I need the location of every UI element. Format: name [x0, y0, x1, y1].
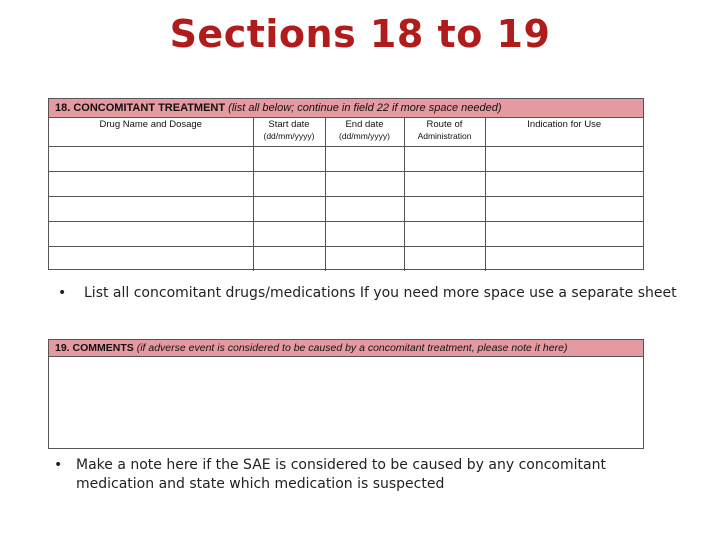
column-header-sub: (dd/mm/yyyy)	[263, 131, 315, 141]
table-cell[interactable]	[404, 147, 485, 172]
column-header-indication	[485, 118, 643, 147]
table-header-row	[49, 118, 643, 147]
table-cell[interactable]	[49, 172, 253, 197]
section-18-name: CONCOMITANT TREATMENT	[73, 102, 226, 114]
table-row	[49, 222, 643, 247]
table-cell[interactable]	[325, 147, 404, 172]
bullet-text: Make a note here if the SAE is considered to be caused by any concomitant medication and state which medication is suspected	[76, 457, 606, 492]
bullet-item-2	[54, 456, 654, 494]
table-cell[interactable]	[485, 247, 643, 272]
column-header-start-date	[253, 118, 325, 147]
table-cell[interactable]	[49, 197, 253, 222]
concomitant-treatment-form	[48, 98, 644, 270]
table-row	[49, 247, 643, 272]
section-18-number: 18.	[55, 102, 71, 114]
table-cell[interactable]	[485, 147, 643, 172]
table-cell[interactable]	[325, 247, 404, 272]
table-cell[interactable]	[325, 222, 404, 247]
column-header-label: Start date	[268, 119, 310, 130]
table-row	[49, 172, 643, 197]
slide-title: Sections 18 to 19	[169, 12, 551, 56]
section-18-note: (list all below; continue in field 22 if more space needed)	[228, 102, 502, 114]
table-row	[49, 197, 643, 222]
column-header-route	[404, 118, 485, 147]
table-cell[interactable]	[325, 172, 404, 197]
table-cell[interactable]	[485, 197, 643, 222]
table-row	[49, 147, 643, 172]
table-cell[interactable]	[485, 222, 643, 247]
comments-field[interactable]	[49, 357, 643, 449]
column-header-label: Drug Name and Dosage	[99, 119, 202, 130]
table-cell[interactable]	[253, 197, 325, 222]
column-header-label: Route of	[426, 119, 463, 130]
section-19-note: (if adverse event is considered to be caused by a concomitant treatment, please note it here)	[136, 342, 568, 354]
column-header-sub: Administration	[417, 131, 472, 141]
table-cell[interactable]	[253, 172, 325, 197]
table-cell[interactable]	[404, 247, 485, 272]
bullet-icon: •	[58, 285, 67, 301]
table-cell[interactable]	[485, 172, 643, 197]
concomitant-treatment-table	[49, 118, 643, 271]
table-cell[interactable]	[253, 147, 325, 172]
section-19-number: 19.	[55, 342, 70, 354]
bullet-icon: •	[54, 457, 63, 473]
column-header-label: End date	[345, 119, 384, 130]
table-cell[interactable]	[49, 222, 253, 247]
column-header-drug	[49, 118, 253, 147]
bullet-text: List all concomitant drugs/medications If you need more space use a separate sheet	[84, 285, 677, 301]
section-18-header	[49, 99, 643, 118]
table-cell[interactable]	[253, 222, 325, 247]
bullet-item-1	[58, 284, 698, 303]
column-header-sub: (dd/mm/yyyy)	[339, 131, 390, 141]
table-cell[interactable]	[404, 172, 485, 197]
table-cell[interactable]	[253, 247, 325, 272]
table-cell[interactable]	[49, 247, 253, 272]
table-cell[interactable]	[404, 197, 485, 222]
column-header-end-date	[325, 118, 404, 147]
section-19-header	[49, 340, 643, 357]
table-cell[interactable]	[404, 222, 485, 247]
table-cell[interactable]	[49, 147, 253, 172]
comments-form	[48, 339, 644, 449]
section-19-name: COMMENTS	[72, 342, 134, 354]
treatment-rows	[49, 147, 643, 272]
table-cell[interactable]	[325, 197, 404, 222]
column-header-label: Indication for Use	[527, 119, 602, 130]
